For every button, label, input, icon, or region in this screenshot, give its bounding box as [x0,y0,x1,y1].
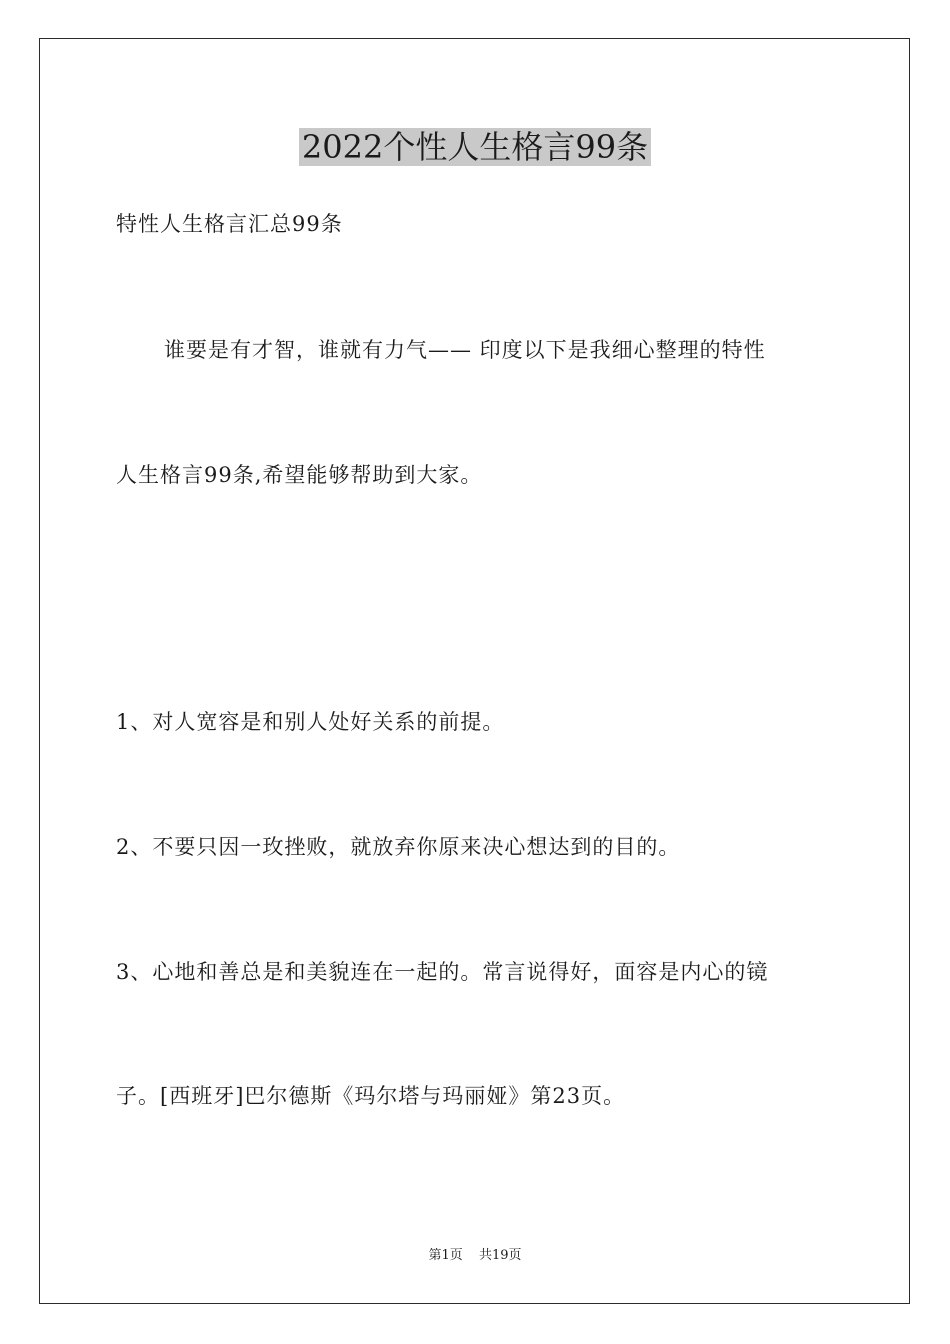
list-item: 1、对人宽容是和别人处好关系的前提。 [116,710,505,734]
list-item-continued: 子。[西班牙]巴尔德斯《玛尔塔与玛丽娅》第23页。 [116,1084,626,1108]
page-footer [0,1247,950,1265]
list-item: 2、不要只因一玫挫败，就放弃你原来决心想达到的目的。 [116,835,681,859]
page-number: 第1页 [428,1248,463,1263]
list-item: 3、心地和善总是和美貌连在一起的。常言说得好，面容是内心的镜 [116,960,769,984]
page-total: 共19页 [478,1248,522,1263]
title-text: 2022个性人生格言99条 [299,128,651,166]
intro-line-1: 谁要是有才智，谁就有力气—— 印度以下是我细心整理的特性 [164,338,766,362]
intro-line-2: 人生格言99条,希望能够帮助到大家。 [116,463,483,487]
subtitle: 特性人生格言汇总99条 [116,212,343,236]
document-title [0,124,950,170]
